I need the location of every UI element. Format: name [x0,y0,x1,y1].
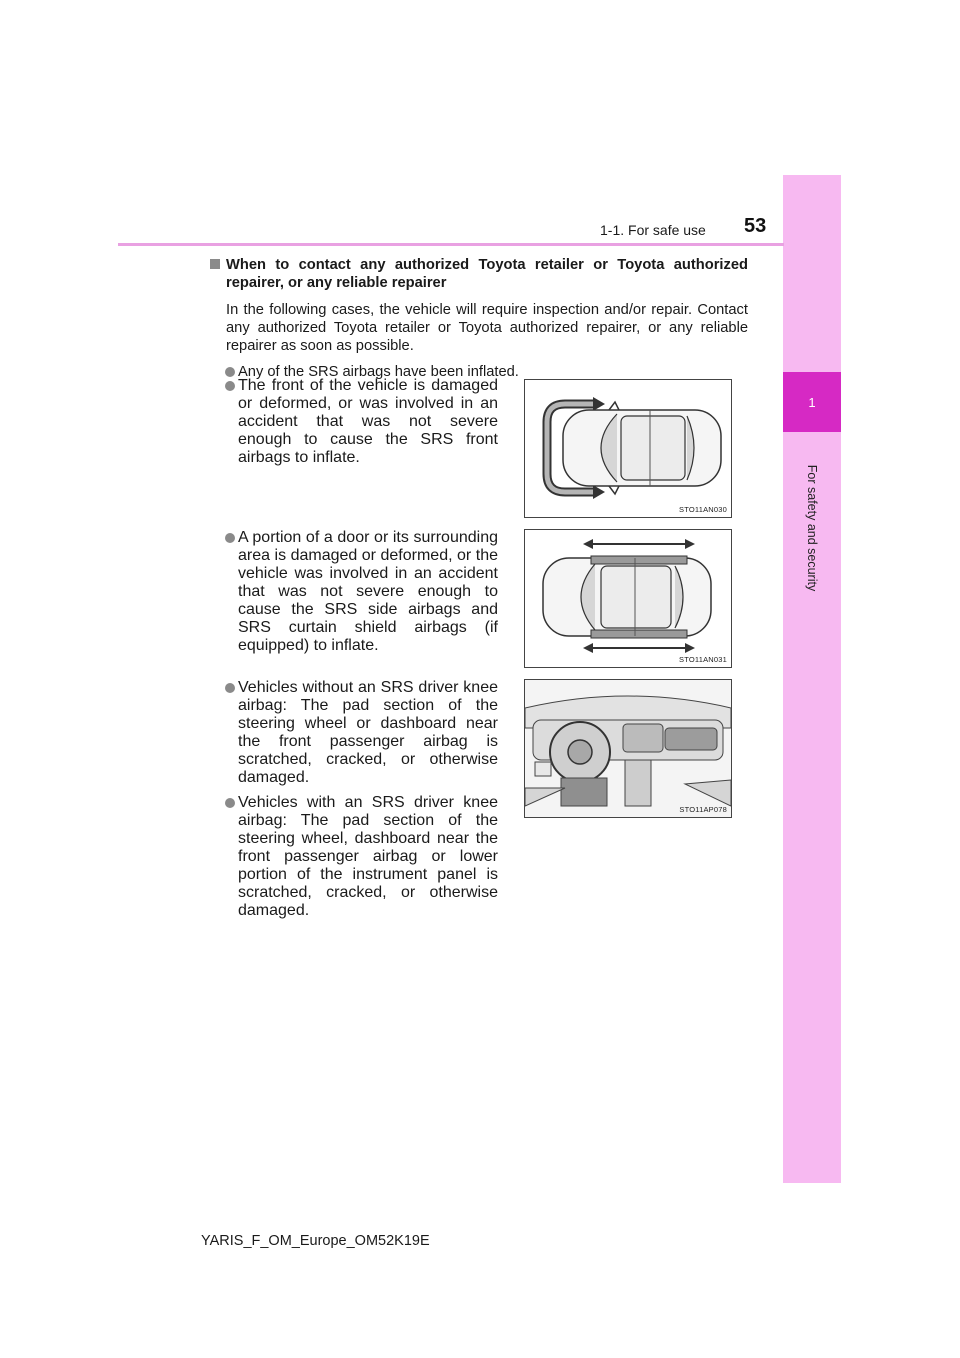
bullet-dot-icon [225,381,235,391]
chapter-side-tab [783,175,841,1183]
intro-block [210,256,748,381]
car-top-view-front-illustration [525,380,731,517]
side-damage-figure [524,529,732,668]
bullet-text: Any of the SRS airbags have been inflated. [238,364,519,380]
bullet-text: The front of the vehicle is damaged or deformed, or was involved in an accident that was not severe enough to cause the SRS front airbags to inflate. [238,377,498,466]
section-heading [210,256,748,292]
bullet-dot-icon [225,367,235,377]
bullet-dot-icon [225,798,235,808]
heading-text: When to contact any authorized Toyota retailer or Toyota authorized repairer, or any reliable repairer [226,257,748,291]
document-footer: YARIS_F_OM_Europe_OM52K19E [201,1233,430,1249]
bullet-no-knee-airbag [210,679,498,787]
chapter-number: 1 [783,372,841,432]
interior-figure [524,679,732,818]
square-bullet-icon [210,259,220,269]
bullet-with-knee-airbag [210,794,498,920]
front-damage-figure [524,379,732,518]
figure-code: STO11AN031 [679,655,727,664]
header-rule [118,243,784,246]
bullet-front-damage [210,377,498,467]
bullet-text: Vehicles without an SRS driver knee airbag: The pad section of the steering wheel or dashboard near the front passenger airbag is scratched, cracked, or otherwise damaged. [238,679,498,786]
bullet-text: Vehicles with an SRS driver knee airbag: The pad section of the steering wheel, dashboard near the front passenger airbag or lower portion of the instrument panel is scratched, cracked, or otherwise damaged. [238,794,498,919]
page-number: 53 [744,215,767,237]
bullet-door-damage [210,529,498,655]
dashboard-interior-illustration [525,680,731,817]
bullet-text: A portion of a door or its surrounding area is damaged or deformed, or the vehicle was involved in an accident that was not severe enough to cause the SRS side airbags and SRS curtain shield airbags (if equipped) to inflate. [238,529,498,654]
figure-code: STO11AN030 [679,505,727,514]
section-label: 1-1. For safe use [600,222,706,238]
figure-code: STO11AP078 [679,805,727,814]
bullet-dot-icon [225,683,235,693]
bullet-dot-icon [225,533,235,543]
car-top-view-side-illustration [525,530,731,667]
intro-paragraph: In the following cases, the vehicle will require inspection and/or repair. Contact any authorized Toyota retailer or Toyota authorized repairer, or any reliable repairer as soon as possible. [226,302,748,354]
chapter-title: For safety and security [805,464,819,592]
